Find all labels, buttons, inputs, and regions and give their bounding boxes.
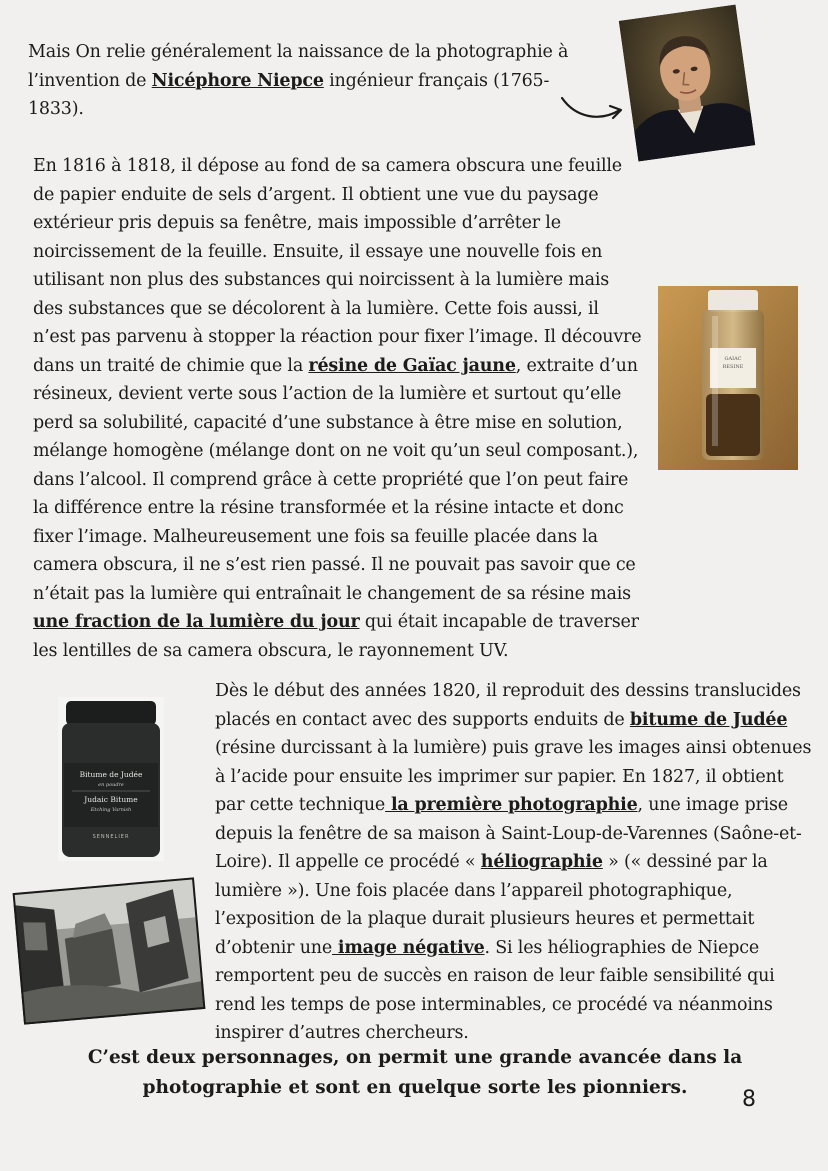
bitume-judee-link[interactable]: bitume de Judée [629,709,788,730]
jar-label-subtitle: en poudre [98,782,124,788]
first-photograph-link[interactable]: la première photographie [385,795,638,815]
page-number: 8 [742,1087,756,1112]
negative-image-link[interactable]: image négative [332,937,485,958]
niepce-link[interactable]: Nicéphore Niepce [151,70,324,91]
jar-label-name2: Etching Varnish [90,807,132,813]
gaiac-resin-link[interactable]: résine de Gaïac jaune [308,355,516,376]
para2-text-5: . Si les héliographies de Niepce remportent peu de succès en raison de leur faible sensibilité qui rend les temps de pose interminables, ce procédé va néanmoins inspirer d’autres chercheurs. [215,937,775,1043]
first-photograph-image [13,877,206,1024]
para2-text-2: (résine durcissant à la lumière) puis grave les images ainsi obtenues à l’acide pour ensuite les imprimer sur papier. En 1827, il obtient par cette technique [215,738,812,815]
para1-text-1: En 1816 à 1818, il dépose au fond de sa camera obscura une feuille de papier enduite de sels d’argent. Il obtient une vue du paysage extérieur pris depuis sa fenêtre, mais impossible d’arrêter le noircissement de la feuille. Ensuite, il essaye une nouvelle fois en utilisant non plus des substances qui noircissent à la lumière mais des substances que se décolorent à la lumière. Cette fois aussi, il n’est pas parvenu à stopper la réaction pour fixer l’image. Il découvre dans un traité de chimie que la [33,156,642,376]
gaiac-label-line2: RESINE [722,364,744,370]
bitume-jar-image [58,697,164,861]
arrow-icon [558,88,628,128]
experiment-paragraph [33,152,643,665]
para1-text-2: , extraite d’un résineux, devient verte sous l’action de la lumière et surtout qu’elle perd sa solubilité, capacité d’une substance à être mise en solution, mélange homogène (mélange dont on ne voit qu’un seul composant.), dans l’alcool. Il comprend grâce à cette propriété que l’on peut faire la différence entre la résine transformée et la résine intacte et donc fixer l’image. Malheureusement une fois sa feuille placée dans la camera obscura, il ne s’est rien passé. Il ne pouvait pas savoir que ce n’était pas la lumière qui entraînait le changement de sa résine mais [33,355,639,604]
intro-text-end: ingénieur français (1765-1833). [28,70,550,119]
intro-paragraph [28,38,588,124]
conclusion-text: C’est deux personnages, on permit une grande avancée dans la photographie et sont en quelque sorte les pionniers. [87,1047,743,1098]
daylight-fraction-link[interactable]: une fraction de la lumière du jour [33,612,360,632]
jar-label-name: Judaic Bitume [84,795,138,804]
para2-text-3: , une image prise depuis la fenêtre de sa maison à Saint-Loup-de-Varennes (Saône-et-Loire). Il appelle ce procédé « [215,795,802,872]
gaiac-resin-jar-image [658,286,798,470]
niepce-portrait-image [619,4,756,161]
para1-text-3: qui était incapable de traverser les lentilles de sa camera obscura, le rayonnement UV. [33,612,639,661]
gaiac-label-line1: GAIAC [724,356,742,362]
jar-label-title: Bitume de Judée [79,770,143,779]
heliography-paragraph [215,677,815,1048]
jar-label-brand: SENNELIER [92,834,130,840]
para2-text-4: » (« dessiné par la lumière »). Une fois placée dans l’appareil photographique, l’exposition de la plaque durait plusieurs heures et permettait d’obtenir une [215,852,768,958]
intro-text: Mais On relie généralement la naissance de la photographie à l’invention de [28,42,569,91]
heliographie-link[interactable]: héliographie [480,852,603,872]
para2-text-1: Dès le début des années 1820, il reproduit des dessins translucides placés en contact avec des supports enduits de [215,681,801,730]
